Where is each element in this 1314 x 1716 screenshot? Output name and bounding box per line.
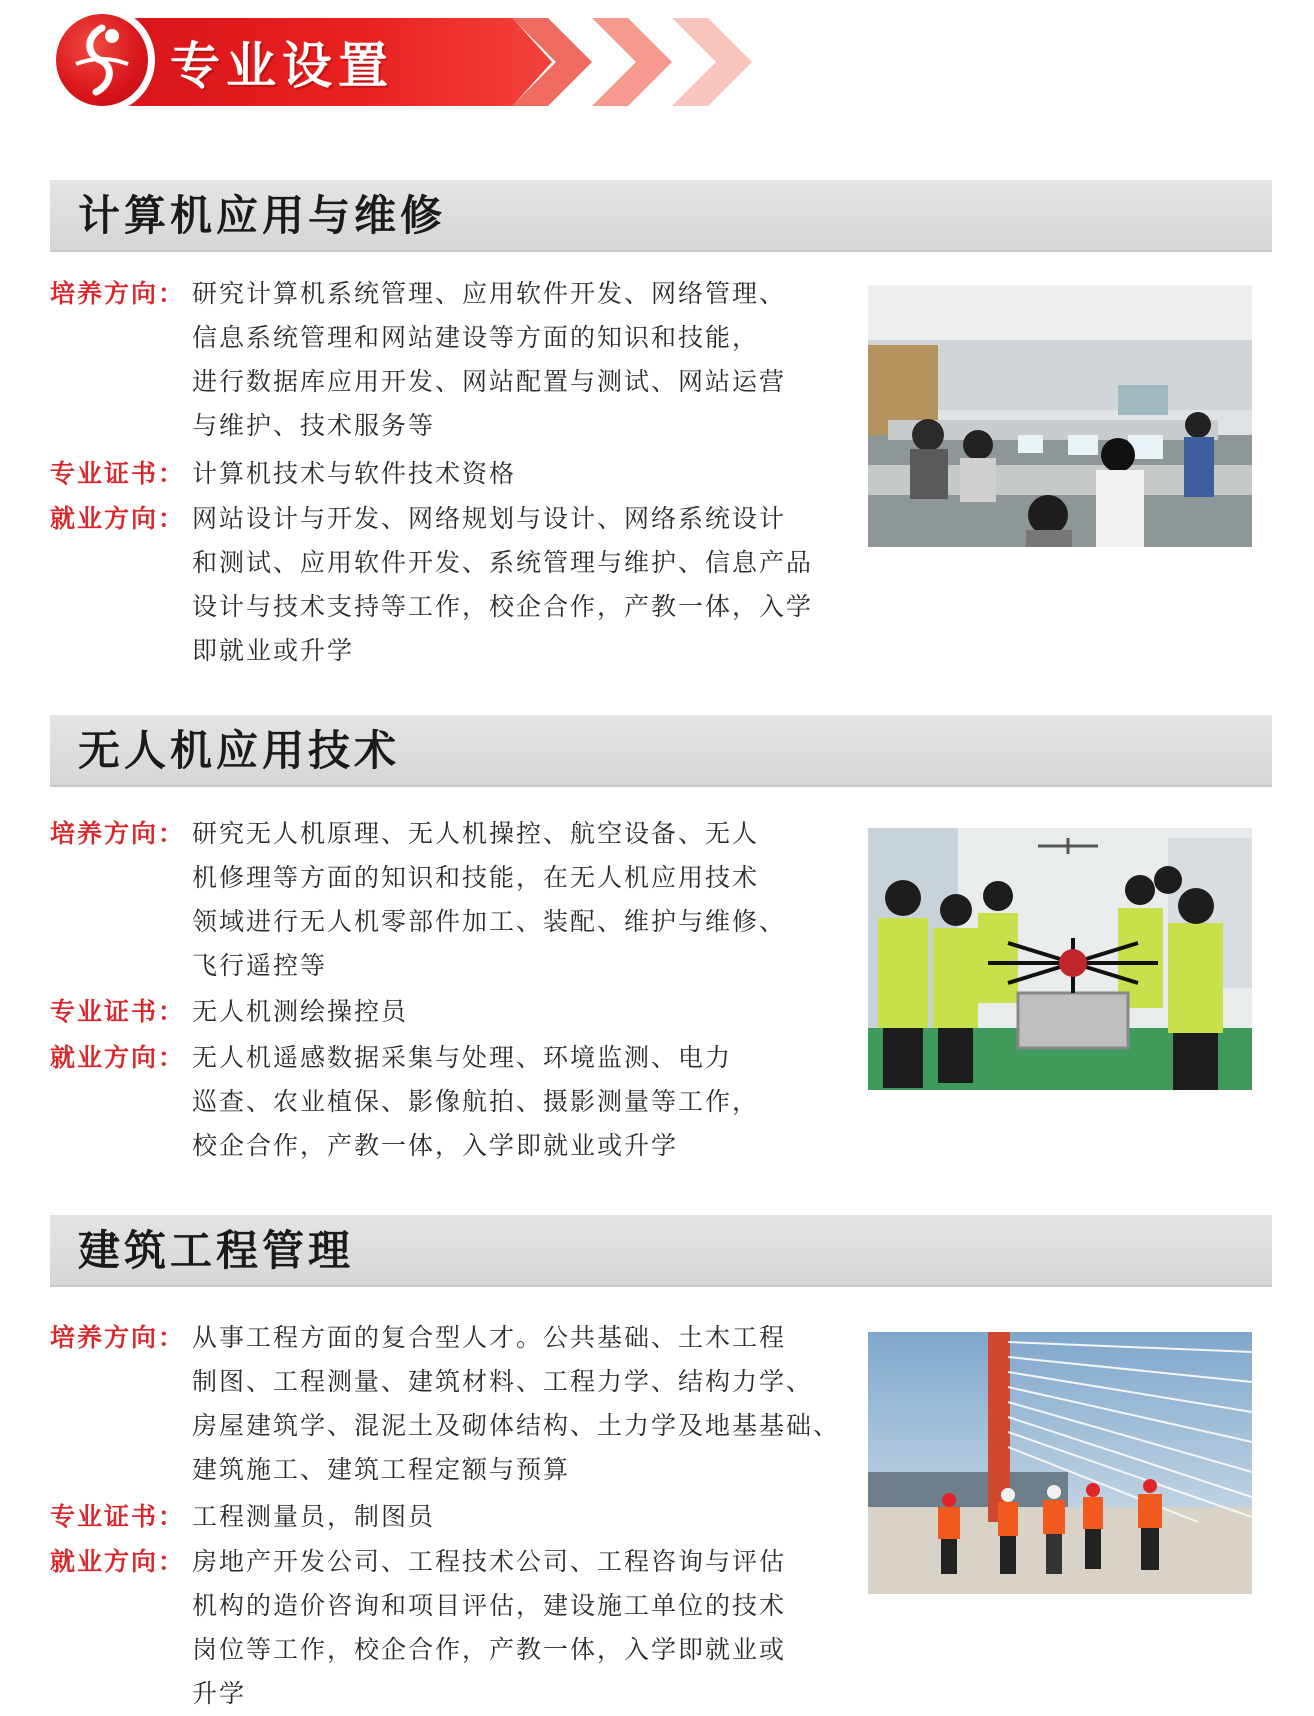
row-label: 培养方向： [50, 819, 186, 848]
row-text: 网站设计与开发、网络规划与设计、网络系统设计 和测试、应用软件开发、系统管理与维护、信息产品 设计与技术支持等工作，校企合作，产教一体，入学 即就业或升学 [192, 504, 814, 665]
row-label: 就业方向： [50, 1043, 186, 1072]
row-text: 无人机遥感数据采集与处理、环境监测、电力 巡查、农业植保、影像航拍、摄影测量等工作， 校企合作，产教一体，入学即就业或升学 [192, 1043, 760, 1160]
row-label: 就业方向： [50, 1547, 186, 1576]
section-header-construction [50, 1215, 1272, 1287]
section-title: 计算机应用与维修 [78, 191, 447, 240]
row-label: 专业证书： [50, 1502, 186, 1531]
section-header-drone [50, 715, 1272, 787]
page-title: 专业设置 [170, 36, 394, 95]
chevron-right-icon [592, 18, 672, 106]
row-text: 从事工程方面的复合型人才。公共基础、土木工程 制图、工程测量、建筑材料、工程力学、结构力学、 房屋建筑学、混泥土及砌体结构、土力学及地基基础、 建筑施工、建筑工程定额与预算 [192, 1323, 841, 1484]
row-label: 专业证书： [50, 997, 186, 1026]
chevron-right-icon [672, 18, 752, 106]
computer-lab-photo [868, 285, 1252, 547]
row-label: 专业证书： [50, 459, 186, 488]
bridge-site-photo [868, 1332, 1252, 1594]
row-text: 房地产开发公司、工程技术公司、工程咨询与评估 机构的造价咨询和项目评估，建设施工单位的技术 岗位等工作，校企合作，产教一体，入学即就业或 升学 [192, 1547, 787, 1708]
header-banner [52, 10, 752, 110]
row-text: 计算机技术与软件技术资格 [192, 459, 517, 488]
row-label: 培养方向： [50, 279, 186, 308]
row-text: 研究无人机原理、无人机操控、航空设备、无人 机修理等方面的知识和技能，在无人机应用技术 领域进行无人机零部件加工、装配、维护与维修、 飞行遥控等 [192, 819, 787, 980]
row-text: 研究计算机系统管理、应用软件开发、网络管理、 信息系统管理和网站建设等方面的知识和技能， 进行数据库应用开发、网站配置与测试、网站运营 与维护、技术服务等 [192, 279, 787, 440]
section-title: 无人机应用技术 [78, 726, 401, 775]
drone-class-photo [868, 828, 1252, 1090]
row-text: 工程测量员，制图员 [192, 1502, 436, 1531]
section-header-computer [50, 180, 1272, 252]
row-label: 培养方向： [50, 1323, 186, 1352]
section-title: 建筑工程管理 [78, 1226, 355, 1275]
row-label: 就业方向： [50, 504, 186, 533]
row-text: 无人机测绘操控员 [192, 997, 409, 1026]
school-logo [52, 10, 152, 110]
